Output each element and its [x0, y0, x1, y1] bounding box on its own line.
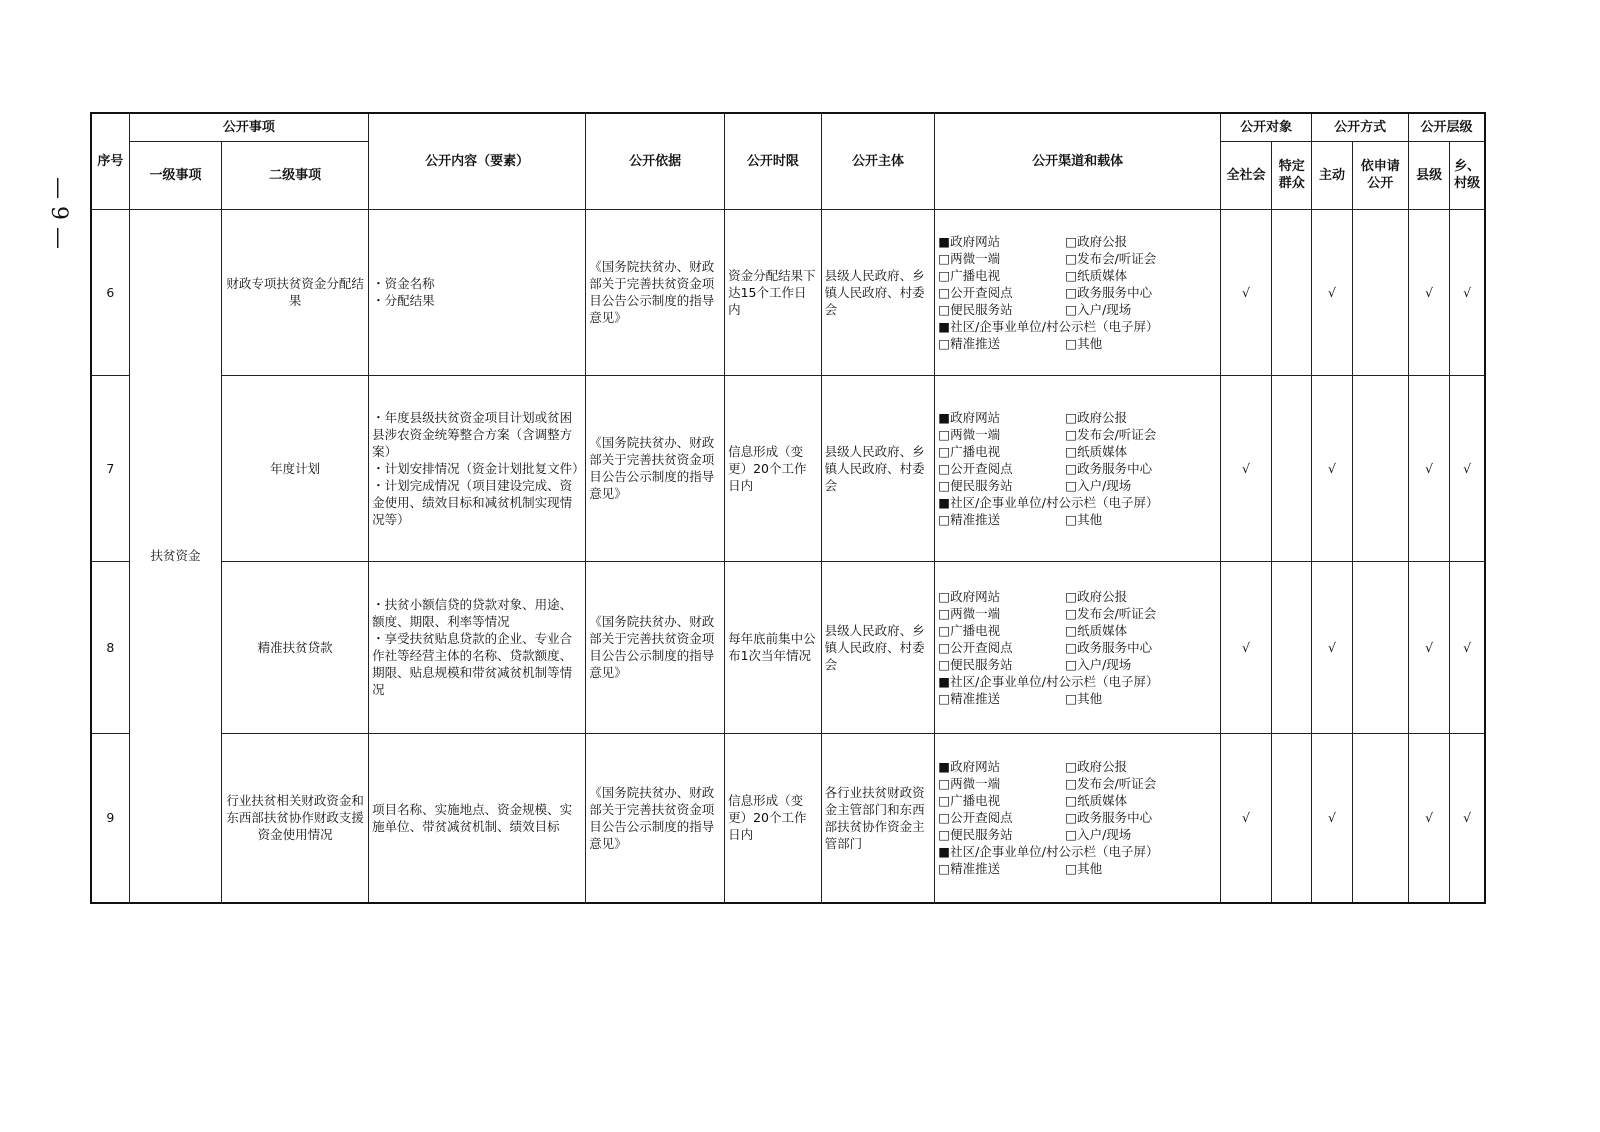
- tick-level-township: √: [1450, 209, 1485, 375]
- empty-target-specific: [1272, 561, 1312, 733]
- disclosure-table: [90, 112, 1486, 904]
- content-line: ・享受扶贫贴息贷款的企业、专业合作社等经营主体的名称、贷款额度、期限、贴息规模和带贫减贫机制等情况: [372, 631, 573, 697]
- content-line: ・计划安排情况（资金计划批复文件）: [372, 460, 585, 476]
- tick-level-county: √: [1408, 375, 1449, 561]
- tick-method-active: √: [1312, 561, 1352, 733]
- row-seq: 8: [91, 561, 129, 733]
- empty-target-specific: [1272, 375, 1312, 561]
- row-level2: 年度计划: [222, 375, 369, 561]
- level1-item: 扶贫资金: [129, 209, 222, 903]
- tick-method-active: √: [1312, 733, 1352, 903]
- header-level-group: 公开层级: [1408, 113, 1485, 141]
- content-line: ・资金名称: [372, 276, 435, 291]
- content-line: ・扶贫小额信贷的贷款对象、用途、额度、期限、利率等情况: [372, 597, 573, 629]
- header-target-all: 全社会: [1220, 141, 1271, 209]
- header-time-limit: 公开时限: [725, 113, 822, 209]
- row-basis: 《国务院扶贫办、财政部关于完善扶贫资金项目公告公示制度的指导意见》: [586, 733, 725, 903]
- header-level-township: 乡、村级: [1450, 141, 1485, 209]
- empty-target-specific: [1272, 209, 1312, 375]
- tick-method-active: √: [1312, 209, 1352, 375]
- header-method-active: 主动: [1312, 141, 1352, 209]
- tick-target-all: √: [1220, 733, 1271, 903]
- svg-text:— 9 —: — 9 —: [46, 177, 71, 249]
- row-seq: 9: [91, 733, 129, 903]
- header-target-group: 公开对象: [1220, 113, 1312, 141]
- page-number: [40, 168, 76, 258]
- row-time-limit: 每年底前集中公布1次当年情况: [725, 561, 822, 733]
- tick-level-county: √: [1408, 561, 1449, 733]
- row-level2: 行业扶贫相关财政资金和东西部扶贫协作财政支援资金使用情况: [222, 733, 369, 903]
- tick-level-township: √: [1450, 375, 1485, 561]
- row-seq: 6: [91, 209, 129, 375]
- row-content: [369, 375, 586, 561]
- header-content: 公开内容（要素）: [369, 113, 586, 209]
- tick-target-all: √: [1220, 375, 1271, 561]
- header-method-group: 公开方式: [1312, 113, 1409, 141]
- empty-method-apply: [1352, 561, 1408, 733]
- content-line: ・计划完成情况（项目建设完成、资金使用、绩效目标和减贫机制实现情况等）: [372, 477, 573, 527]
- tick-target-all: √: [1220, 561, 1271, 733]
- empty-method-apply: [1352, 733, 1408, 903]
- header-subject: 公开主体: [821, 113, 935, 209]
- header-level1: 一级事项: [129, 141, 222, 209]
- row-subject: 县级人民政府、乡镇人民政府、村委会: [821, 209, 935, 375]
- header-channels: 公开渠道和载体: [935, 113, 1221, 209]
- header-level2: 二级事项: [222, 141, 369, 209]
- tick-target-all: √: [1220, 209, 1271, 375]
- content-line: ・分配结果: [372, 293, 435, 308]
- table-row: [91, 209, 1485, 375]
- tick-level-township: √: [1450, 733, 1485, 903]
- row-channels: ■政府网站 □政府公报 □两微一端 □发布会/听证会 □广播电视 □纸质媒体 □公开查阅点 □政务服务中心 □便民服务站 □入户/现场 ■社区/企事业单位/村公示栏（电子屏） □精准推送 □其他: [935, 375, 1221, 561]
- row-content: [369, 209, 586, 375]
- empty-method-apply: [1352, 209, 1408, 375]
- empty-target-specific: [1272, 733, 1312, 903]
- header-item-group: 公开事项: [129, 113, 368, 141]
- tick-method-active: √: [1312, 375, 1352, 561]
- row-time-limit: 信息形成（变更）20个工作日内: [725, 733, 822, 903]
- content-line: ・年度县级扶贫资金项目计划或贫困县涉农资金统筹整合方案（含调整方案）: [372, 409, 573, 459]
- content-line: 项目名称、实施地点、资金规模、实施单位、带贫减贫机制、绩效目标: [372, 801, 573, 834]
- table-row: [91, 733, 1485, 903]
- row-subject: 各行业扶贫财政资金主管部门和东西部扶贫协作资金主管部门: [821, 733, 935, 903]
- row-basis: 《国务院扶贫办、财政部关于完善扶贫资金项目公告公示制度的指导意见》: [586, 561, 725, 733]
- row-subject: 县级人民政府、乡镇人民政府、村委会: [821, 375, 935, 561]
- table-row: [91, 561, 1485, 733]
- row-basis: 《国务院扶贫办、财政部关于完善扶贫资金项目公告公示制度的指导意见》: [586, 209, 725, 375]
- row-channels: ■政府网站 □政府公报 □两微一端 □发布会/听证会 □广播电视 □纸质媒体 □公开查阅点 □政务服务中心 □便民服务站 □入户/现场 ■社区/企事业单位/村公示栏（电子屏） □精准推送 □其他: [935, 209, 1221, 375]
- tick-level-township: √: [1450, 561, 1485, 733]
- row-channels: □政府网站 □政府公报 □两微一端 □发布会/听证会 □广播电视 □纸质媒体 □公开查阅点 □政务服务中心 □便民服务站 □入户/现场 ■社区/企事业单位/村公示栏（电子屏） □精准推送 □其他: [935, 561, 1221, 733]
- row-content: [369, 561, 586, 733]
- row-seq: 7: [91, 375, 129, 561]
- header-target-specific: 特定群众: [1272, 141, 1312, 209]
- header-basis: 公开依据: [586, 113, 725, 209]
- tick-level-county: √: [1408, 209, 1449, 375]
- row-basis: 《国务院扶贫办、财政部关于完善扶贫资金项目公告公示制度的指导意见》: [586, 375, 725, 561]
- header-level-county: 县级: [1408, 141, 1449, 209]
- row-time-limit: 资金分配结果下达15个工作日内: [725, 209, 822, 375]
- row-time-limit: 信息形成（变更）20个工作日内: [725, 375, 822, 561]
- row-level2: 财政专项扶贫资金分配结果: [222, 209, 369, 375]
- tick-level-county: √: [1408, 733, 1449, 903]
- header-seq: 序号: [91, 113, 129, 209]
- header-method-apply: 依申请公开: [1352, 141, 1408, 209]
- empty-method-apply: [1352, 375, 1408, 561]
- row-content: [369, 733, 586, 903]
- row-level2: 精准扶贫贷款: [222, 561, 369, 733]
- row-channels: ■政府网站 □政府公报 □两微一端 □发布会/听证会 □广播电视 □纸质媒体 □公开查阅点 □政务服务中心 □便民服务站 □入户/现场 ■社区/企事业单位/村公示栏（电子屏） □精准推送 □其他: [935, 733, 1221, 903]
- table-row: [91, 375, 1485, 561]
- row-subject: 县级人民政府、乡镇人民政府、村委会: [821, 561, 935, 733]
